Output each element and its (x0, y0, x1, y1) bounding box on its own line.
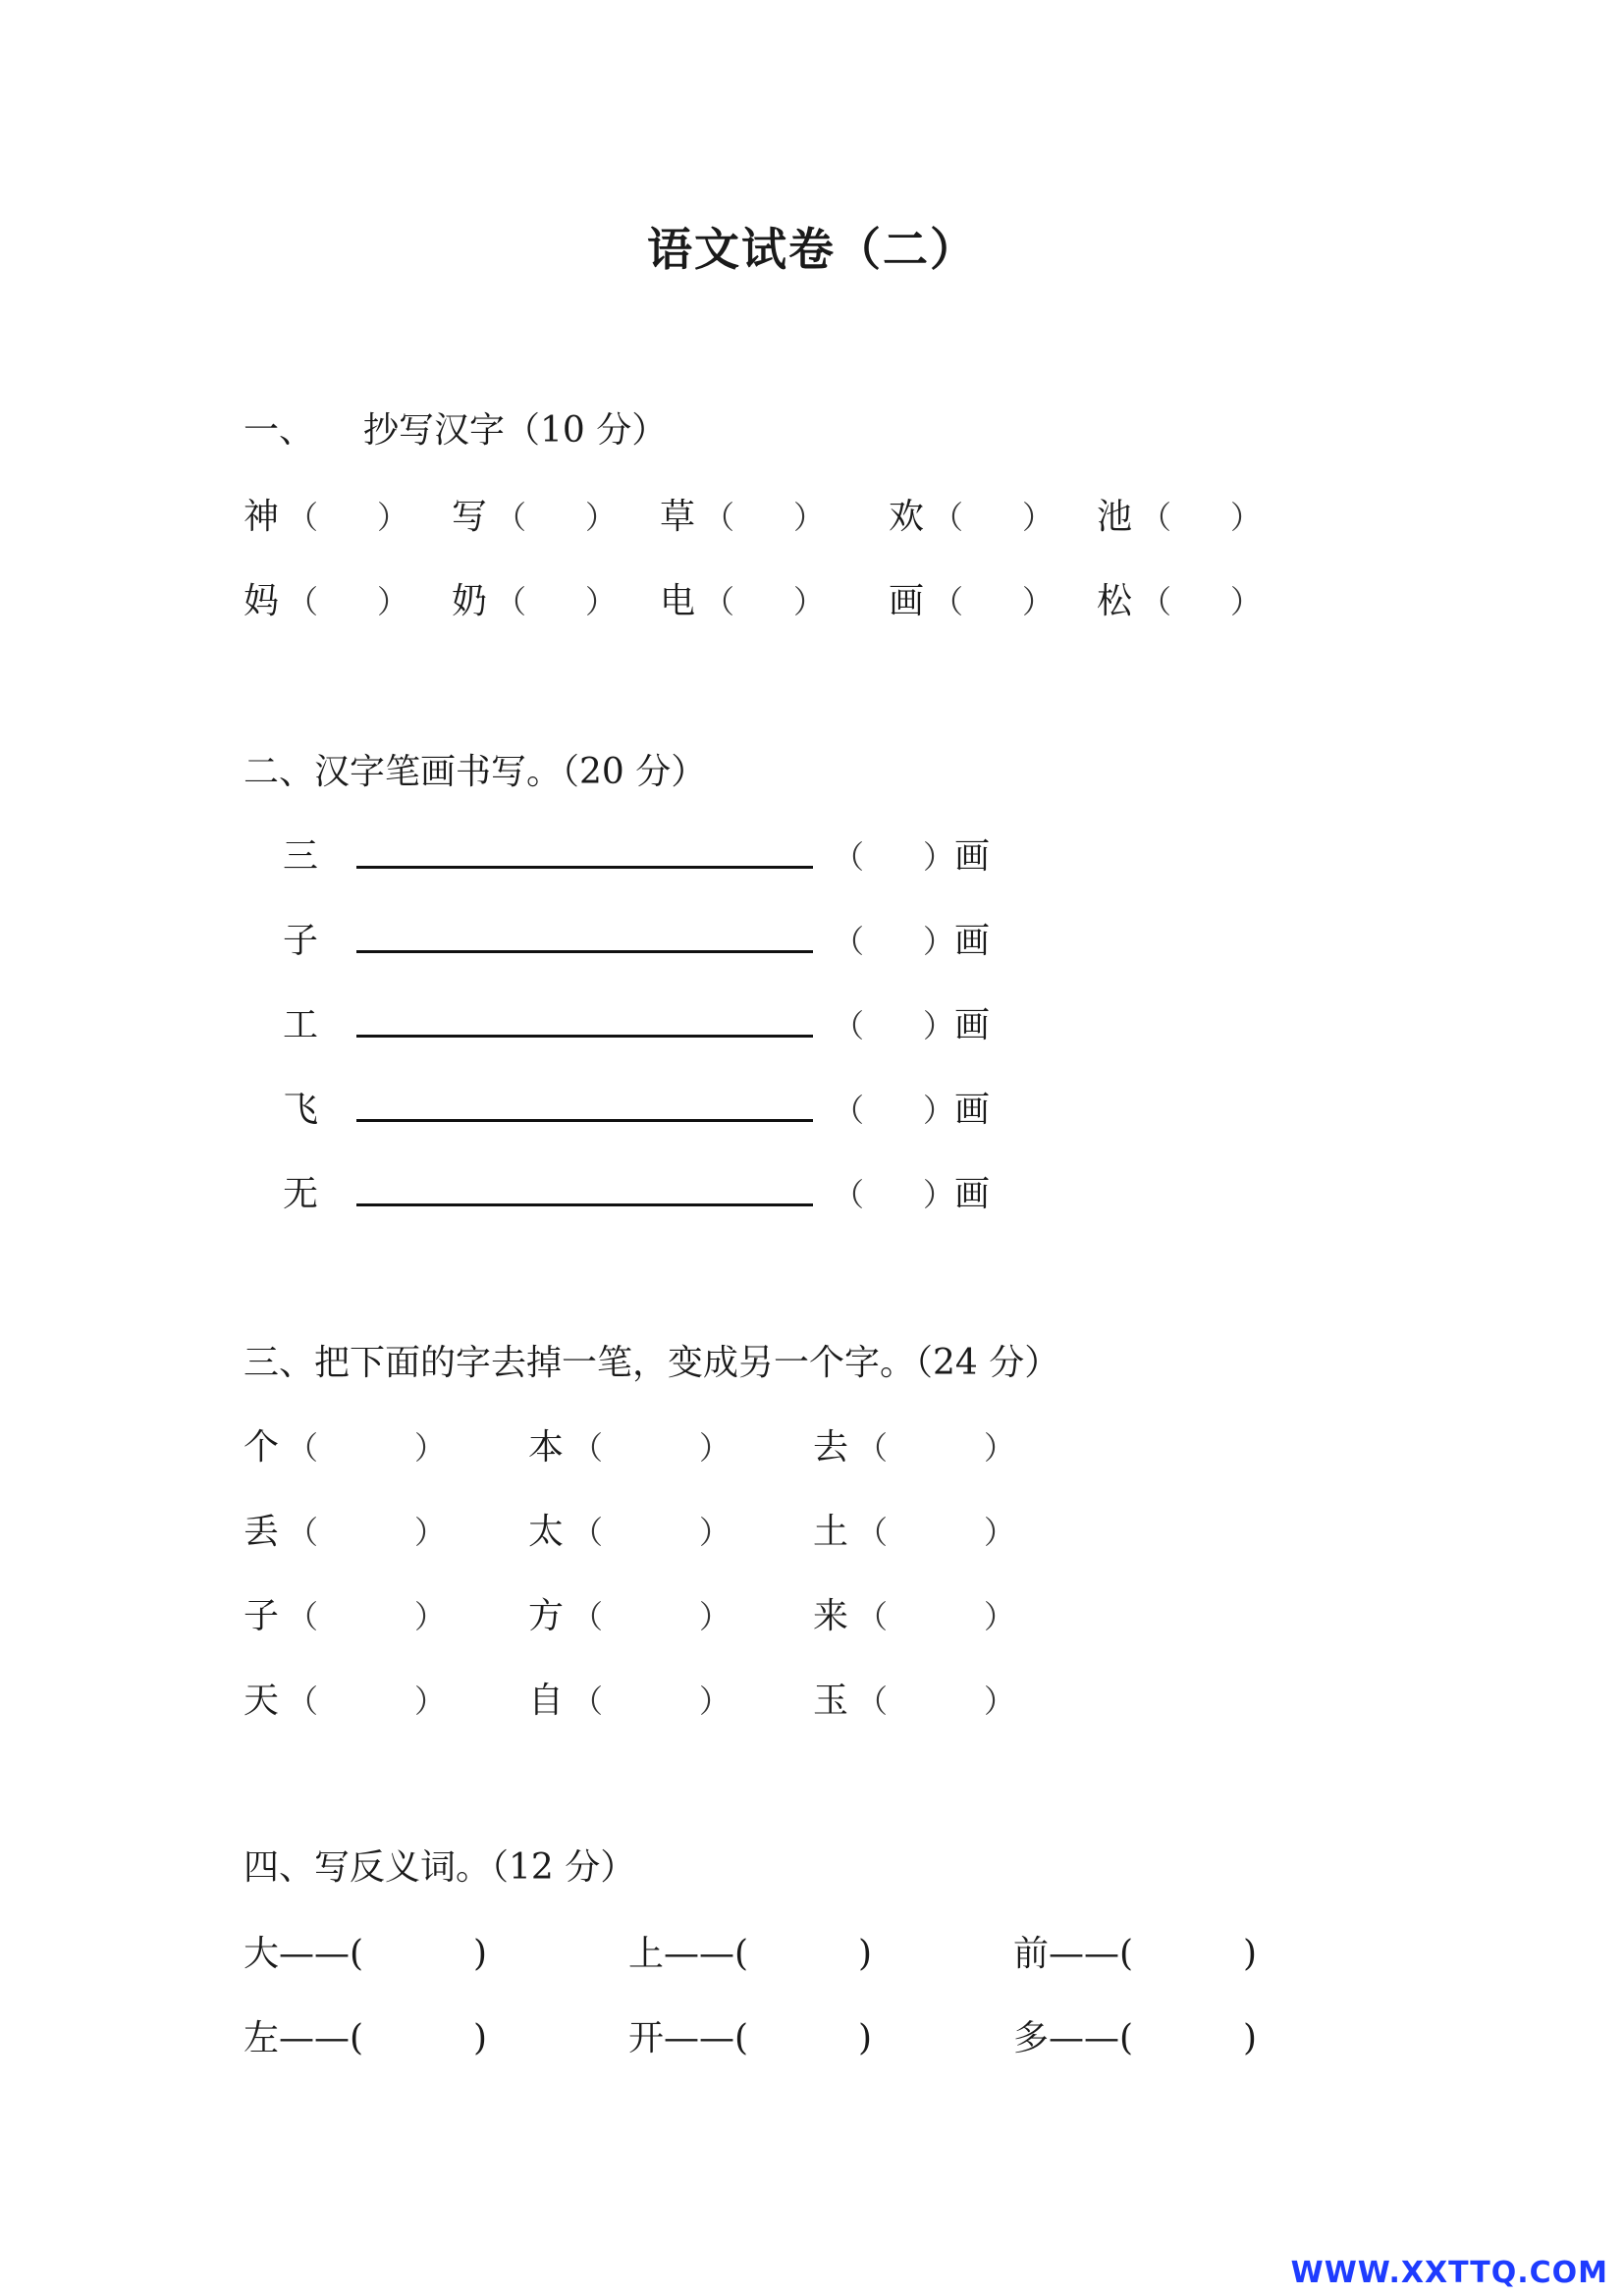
s2-suffix: 画 (954, 921, 991, 961)
s1-item (1097, 489, 1262, 539)
s1-close-paren: ） (377, 583, 409, 620)
s3-item (813, 1504, 1015, 1554)
s1-close-paren: ） (377, 499, 409, 536)
s3-close-paren: ） (984, 1514, 1016, 1551)
s2-writing-line[interactable] (356, 1203, 813, 1206)
s1-item (660, 573, 825, 623)
s2-close-paren: ） (923, 1092, 955, 1129)
s2-char: 飞 (283, 1090, 319, 1130)
s3-close-paren: ） (984, 1429, 1016, 1467)
s1-open-paren: （ (1140, 583, 1172, 620)
s1-char: 电 (660, 581, 696, 621)
s3-open-paren: （ (287, 1682, 319, 1720)
s1-close-paren: ） (793, 499, 826, 536)
s3-char: 天 (244, 1681, 280, 1721)
s3-item (813, 1419, 1015, 1469)
s1-char: 妈 (244, 581, 280, 621)
s3-char: 玉 (813, 1681, 849, 1721)
s1-item (889, 489, 1054, 539)
s4-close-paren: ) (858, 2018, 873, 2058)
s2-open-paren: （ (833, 1092, 865, 1129)
section2-heading: 二、汉字笔画书写。（20 分） (244, 752, 707, 792)
s2-char: 三 (283, 836, 319, 877)
s4-item (1013, 1926, 1257, 1976)
s1-close-paren: ） (585, 583, 618, 620)
s2-count (833, 1166, 990, 1216)
s1-char: 神 (244, 497, 280, 537)
s2-count (833, 997, 990, 1047)
s1-char: 写 (452, 497, 488, 537)
s3-close-paren: ） (699, 1682, 731, 1720)
s3-char: 丢 (244, 1512, 280, 1552)
s1-open-paren: （ (932, 583, 964, 620)
s4-close-paren: ) (473, 2018, 488, 2058)
s1-item (244, 489, 408, 539)
s2-char: 工 (283, 1005, 319, 1045)
s3-open-paren: （ (856, 1598, 889, 1635)
s1-item (1097, 573, 1262, 623)
s4-word: 开——( (628, 2018, 749, 2058)
page-title: 语文试卷（二） (647, 223, 977, 276)
s1-open-paren: （ (287, 583, 319, 620)
s3-open-paren: （ (287, 1514, 319, 1551)
s3-char: 本 (528, 1427, 565, 1468)
s3-item (528, 1673, 731, 1723)
s1-char: 画 (889, 581, 925, 621)
s1-char: 池 (1097, 497, 1133, 537)
s2-close-paren: ） (923, 923, 955, 960)
s3-open-paren: （ (571, 1514, 604, 1551)
s2-writing-line[interactable] (356, 1035, 813, 1038)
s1-close-paren: ） (1022, 583, 1055, 620)
s3-close-paren: ） (984, 1682, 1016, 1720)
s1-item (244, 573, 408, 623)
s1-open-paren: （ (932, 499, 964, 536)
s4-close-paren: ) (1243, 2018, 1258, 2058)
s2-count (833, 913, 990, 963)
s1-char: 草 (660, 497, 696, 537)
s2-close-paren: ） (923, 1007, 955, 1044)
s1-item (889, 573, 1054, 623)
s3-open-paren: （ (571, 1429, 604, 1467)
s3-char: 太 (528, 1512, 565, 1552)
s3-char: 方 (528, 1596, 565, 1636)
s4-word: 多——( (1013, 2018, 1134, 2058)
s3-open-paren: （ (571, 1682, 604, 1720)
s2-open-paren: （ (833, 1176, 865, 1213)
s1-item (452, 489, 617, 539)
s1-char: 奶 (452, 581, 488, 621)
s3-close-paren: ） (984, 1598, 1016, 1635)
s3-open-paren: （ (856, 1429, 889, 1467)
s1-item (660, 489, 825, 539)
s4-close-paren: ) (473, 1934, 488, 1974)
s3-open-paren: （ (287, 1429, 319, 1467)
s3-close-paren: ） (414, 1682, 447, 1720)
s3-open-paren: （ (287, 1598, 319, 1635)
s3-close-paren: ） (699, 1598, 731, 1635)
s1-item (452, 573, 617, 623)
s2-writing-line[interactable] (356, 950, 813, 953)
s2-suffix: 画 (954, 1090, 991, 1130)
s3-char: 土 (813, 1512, 849, 1552)
section1-heading-text: 抄写汉字（10 分） (363, 410, 668, 451)
s4-word: 左——( (244, 2018, 364, 2058)
s2-suffix: 画 (954, 1005, 991, 1045)
s4-item (1013, 2010, 1257, 2060)
section3-heading: 三、把下面的字去掉一笔，变成另一个字。（24 分） (244, 1343, 1060, 1383)
s2-suffix: 画 (954, 836, 991, 877)
s4-item (628, 1926, 872, 1976)
s3-char: 个 (244, 1427, 280, 1468)
s3-close-paren: ） (414, 1429, 447, 1467)
s1-close-paren: ） (1230, 499, 1263, 536)
section4-heading: 四、写反义词。（12 分） (244, 1847, 636, 1888)
s1-open-paren: （ (1140, 499, 1172, 536)
s2-open-paren: （ (833, 1007, 865, 1044)
s2-close-paren: ） (923, 838, 955, 876)
s1-open-paren: （ (703, 583, 735, 620)
s2-close-paren: ） (923, 1176, 955, 1213)
s3-close-paren: ） (699, 1429, 731, 1467)
s1-close-paren: ） (1230, 583, 1263, 620)
s4-word: 上——( (628, 1934, 749, 1974)
s1-close-paren: ） (585, 499, 618, 536)
s4-word: 大——( (244, 1934, 364, 1974)
s3-close-paren: ） (414, 1598, 447, 1635)
s1-open-paren: （ (287, 499, 319, 536)
s3-item (528, 1504, 731, 1554)
s2-open-paren: （ (833, 923, 865, 960)
s1-char: 松 (1097, 581, 1133, 621)
s1-open-paren: （ (495, 583, 527, 620)
s2-suffix: 画 (954, 1174, 991, 1214)
s4-word: 前——( (1013, 1934, 1134, 1974)
s2-count (833, 1082, 990, 1132)
s3-item (244, 1504, 446, 1554)
s4-item (244, 2010, 487, 2060)
s3-open-paren: （ (856, 1514, 889, 1551)
s3-open-paren: （ (571, 1598, 604, 1635)
s2-char: 子 (283, 921, 319, 961)
s4-item (244, 1926, 487, 1976)
s2-count (833, 828, 990, 879)
s3-item (528, 1588, 731, 1638)
s4-close-paren: ) (1243, 1934, 1258, 1974)
s3-char: 去 (813, 1427, 849, 1468)
s3-char: 自 (528, 1681, 565, 1721)
s3-item (244, 1588, 446, 1638)
s2-char: 无 (283, 1174, 319, 1214)
s3-item (528, 1419, 731, 1469)
s4-close-paren: ) (858, 1934, 873, 1974)
site-watermark: WWW.XXTTQ.COM (1290, 2256, 1608, 2290)
s3-item (813, 1673, 1015, 1723)
s1-open-paren: （ (703, 499, 735, 536)
s1-char: 欢 (889, 497, 925, 537)
s3-close-paren: ） (414, 1514, 447, 1551)
s1-open-paren: （ (495, 499, 527, 536)
s2-writing-line[interactable] (356, 866, 813, 869)
s3-item (813, 1588, 1015, 1638)
s3-open-paren: （ (856, 1682, 889, 1720)
s4-item (628, 2010, 872, 2060)
s1-close-paren: ） (1022, 499, 1055, 536)
s2-open-paren: （ (833, 838, 865, 876)
s3-item (244, 1673, 446, 1723)
section1-heading-num: 一、 (244, 410, 315, 451)
s2-writing-line[interactable] (356, 1119, 813, 1122)
s3-char: 子 (244, 1596, 280, 1636)
s1-close-paren: ） (793, 583, 826, 620)
s3-char: 来 (813, 1596, 849, 1636)
s3-close-paren: ） (699, 1514, 731, 1551)
s3-item (244, 1419, 446, 1469)
section1-heading (244, 402, 667, 453)
